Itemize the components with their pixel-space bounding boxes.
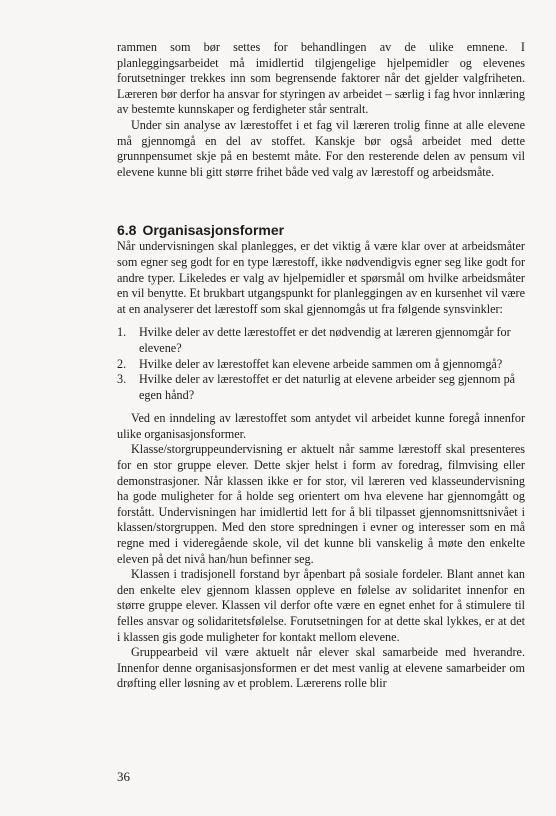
question-list: [117, 325, 525, 403]
list-item-number: 3.: [117, 372, 127, 387]
list-item-text: Hvilke deler av lærestoffet kan elevene arbeide sammen om å gjennomgå?: [139, 356, 503, 371]
section-number: 6.8: [117, 222, 137, 239]
paragraph: Klassen i tradisjonell forstand byr åpenbart på sosiale fordeler. Blant annet kan den enkelte elev gjennom klassen oppleve en følelse av solidaritet innenfor en større gruppe elever. Klassen vil derfor ofte være en egnet enhet for å stimulere til felles ansvar og solidaritetsfølelse. Forutsetningen for at dette skal lykkes, er at det i klassen gis gode muligheter for kontakt mellom elevene.: [117, 567, 525, 644]
section-title: Organisasjonsformer: [142, 222, 285, 239]
list-item: [117, 357, 525, 373]
paragraph: Under sin analyse av lærestoffet i et fag vil læreren trolig finne at alle elevene må gjennomgå en del av stoffet. Kanskje bør også arbeidet med dette grunnpensumet skje på en bestemt måte. For den resterende delen av pensum vil elevene kunne bli gitt større frihet både ved valg av lærestoff og arbeidsmåte.: [117, 117, 525, 179]
list-item-text: Hvilke deler av lærestoffet er det naturlig at elevene arbeider seg gjennom på egen hånd?: [139, 372, 516, 402]
paragraph: Gruppearbeid vil være aktuelt når elever skal samarbeide med hverandre. Innenfor denne organisasjonsformen er det mest vanlig at elevene samarbeider om drøfting eller løsning av et problem. Lærerens rolle blir: [117, 645, 525, 691]
page-body: [117, 40, 525, 692]
list-item-text: Hvilke deler av dette lærestoffet er det nødvendig at læreren gjennomgår for elevene?: [139, 325, 511, 355]
section-heading: [117, 222, 525, 239]
paragraph: rammen som bør settes for behandlingen av de ulike emnene. I planleggingsarbeidet må imidlertid tilgjengelige hjelpemidler og elevenes forutsetninger trekkes inn som begrensende faktorer når det gjelder valgfriheten. Læreren bør derfor ha ansvar for styringen av arbeidet – særlig i fag hvor innlæring av bestemte kunnskaper og ferdigheter står sentralt.: [117, 40, 525, 117]
list-item-number: 1.: [117, 325, 127, 340]
section-intro: Når undervisningen skal planlegges, er det viktig å være klar over at arbeidsmåter som egner seg godt for en type lærestoff, ikke nødvendigvis egner seg like godt for andre typer. Likeledes er valg av hjelpemidler et spørsmål om hvilke arbeidsmåter en vil benytte. Et brukbart utgangspunkt for planleggingen av en kursenhet vil være at en analyserer det lærestoff som skal gjennomgås ut fra følgende synsvinkler:: [117, 239, 525, 316]
list-item: [117, 325, 525, 356]
page-number: 36: [117, 769, 130, 784]
paragraph: Klasse/storgruppeundervisning er aktuelt når samme lærestoff skal presenteres for en stor gruppe elever. Dette skjer helst i form av foredrag, filmvising eller demonstrasjoner. Når klassen ikke er for stor, vil læreren ved klasseundervisning ha gode muligheter for å holde seg orientert om hva elevene har gjennomgått og forstått. Undervisningen har imidlertid lett for å bli tilpasset gjennomsnittsnivået i klassen/storgruppen. Med den store spredningen i evner og interesser som en må regne med i videregående skole, vil det kunne bli vanskelig å møte den enkelte eleven på det nivå han/hun befinner seg.: [117, 442, 525, 566]
list-item-number: 2.: [117, 356, 127, 371]
list-item: [117, 372, 525, 403]
paragraph: Ved en inndeling av lærestoffet som antydet vil arbeidet kunne foregå innenfor ulike organisasjonsformer.: [117, 411, 525, 441]
